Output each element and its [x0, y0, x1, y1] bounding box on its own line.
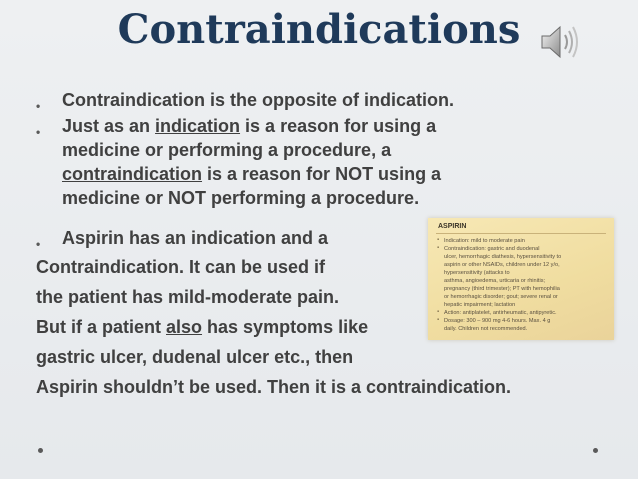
bullet: •	[36, 125, 41, 139]
card-line: pregnancy (third trimester); PT with hemophilia	[444, 286, 560, 292]
card-line: hepatic impairment; lactation	[444, 302, 516, 308]
card-title: ASPIRIN	[438, 223, 467, 230]
card-bullet-icon: ▪	[437, 309, 440, 315]
term-contraindication: contraindication	[62, 164, 203, 184]
aspirin-card-image	[428, 218, 614, 340]
card-line: or hemorrhagic disorder; gout; severe renal or	[444, 294, 558, 300]
card-line: Action: antiplatelet, antirheumatic, antipyretic.	[444, 310, 557, 316]
bullet: •	[36, 237, 41, 251]
paragraph-line-1: Contraindication. It can be used if	[36, 257, 326, 277]
paragraph-line-5: Aspirin shouldn’t be used. Then it is a contraindication.	[36, 377, 512, 397]
card-line: Dosage: 300 – 900 mg 4-6 hours. Max. 4 g	[444, 318, 551, 324]
term-also: also	[166, 317, 203, 337]
card-line: Contraindication: gastric and duodenal	[444, 246, 540, 252]
card-line: hypersensitivity (attacks to	[444, 270, 510, 276]
bullet-2-line-1: Just as an indication is a reason for using a	[62, 116, 437, 136]
card-line: asthma, angioedema, urticaria or rhinitis;	[444, 278, 546, 284]
footer-dot-left	[38, 448, 43, 453]
footer-dot-right	[593, 448, 598, 453]
card-bullet-icon: ▪	[437, 317, 440, 323]
speaker-icon[interactable]	[538, 22, 582, 62]
card-line: Indication: mild to moderate pain	[444, 238, 525, 244]
card-line: daily. Children not recommended.	[444, 326, 528, 332]
term-indication: indication	[155, 116, 241, 136]
card-bullet-icon: ▪	[437, 245, 440, 251]
bullet: •	[36, 99, 41, 113]
slide-title: Contraindications	[117, 6, 521, 53]
bullet-1: Contraindication is the opposite of indication.	[62, 90, 455, 110]
bullet-2-line-4: medicine or NOT performing a procedure.	[62, 188, 420, 208]
card-line: aspirin or other NSAIDs, children under 12 y/o,	[444, 262, 560, 268]
paragraph-line-2: the patient has mild-moderate pain.	[36, 287, 340, 307]
paragraph-line-3: But if a patient also has symptoms like	[36, 317, 369, 337]
bullet-3: Aspirin has an indication and a	[62, 228, 329, 248]
bullet-2-line-3: contraindication is a reason for NOT using a	[62, 164, 442, 184]
paragraph-line-4: gastric ulcer, dudenal ulcer etc., then	[36, 347, 354, 367]
card-bullet-icon: ▪	[437, 237, 440, 243]
bullet-2-line-2: medicine or performing a procedure, a	[62, 140, 392, 160]
card-line: ulcer, hemorrhagic diathesis, hypersensitivity to	[444, 254, 562, 260]
